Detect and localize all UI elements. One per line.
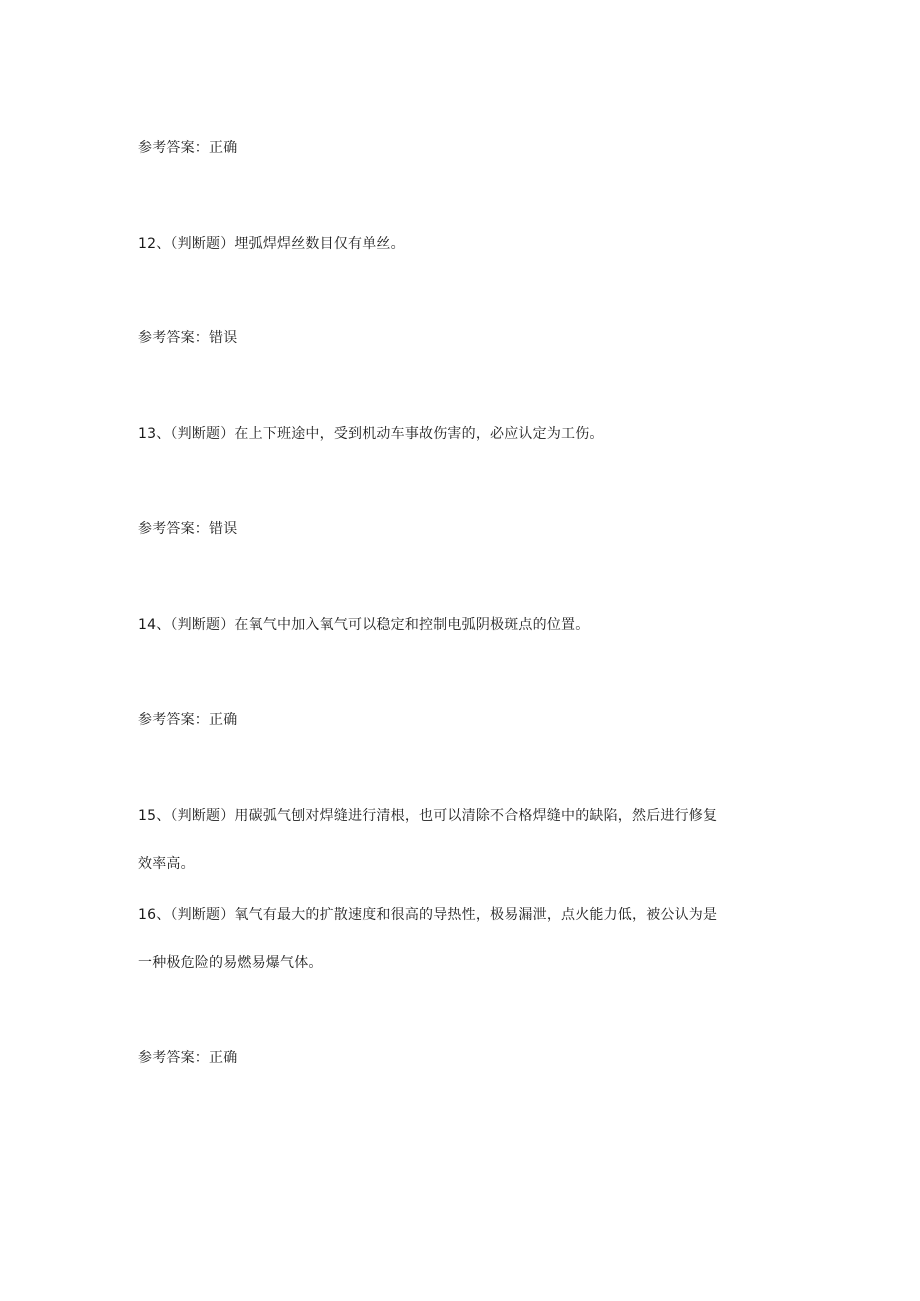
- answer-line: 参考答案：错误: [138, 521, 238, 537]
- answer-line: 参考答案：正确: [138, 1050, 238, 1066]
- question-12: 12、（判断题）埋弧焊焊丝数目仅有单丝。: [138, 236, 405, 252]
- question-15: 15、（判断题）用碳弧气刨对焊缝进行清根，也可以清除不合格焊缝中的缺陷，然后进行修复: [138, 808, 718, 824]
- question-15-continued: 效率高。: [138, 856, 195, 872]
- question-14: 14、（判断题）在氧气中加入氧气可以稳定和控制电弧阴极斑点的位置。: [138, 617, 590, 633]
- answer-line: 参考答案：错误: [138, 330, 238, 346]
- answer-line: 参考答案：正确: [138, 140, 238, 156]
- question-16: 16、（判断题）氧气有最大的扩散速度和很高的导热性，极易漏泄，点火能力低，被公认为是: [138, 907, 718, 923]
- answer-line: 参考答案：正确: [138, 712, 238, 728]
- question-16-continued: 一种极危险的易燃易爆气体。: [138, 955, 323, 971]
- question-13: 13、（判断题）在上下班途中，受到机动车事故伤害的，必应认定为工伤。: [138, 426, 604, 442]
